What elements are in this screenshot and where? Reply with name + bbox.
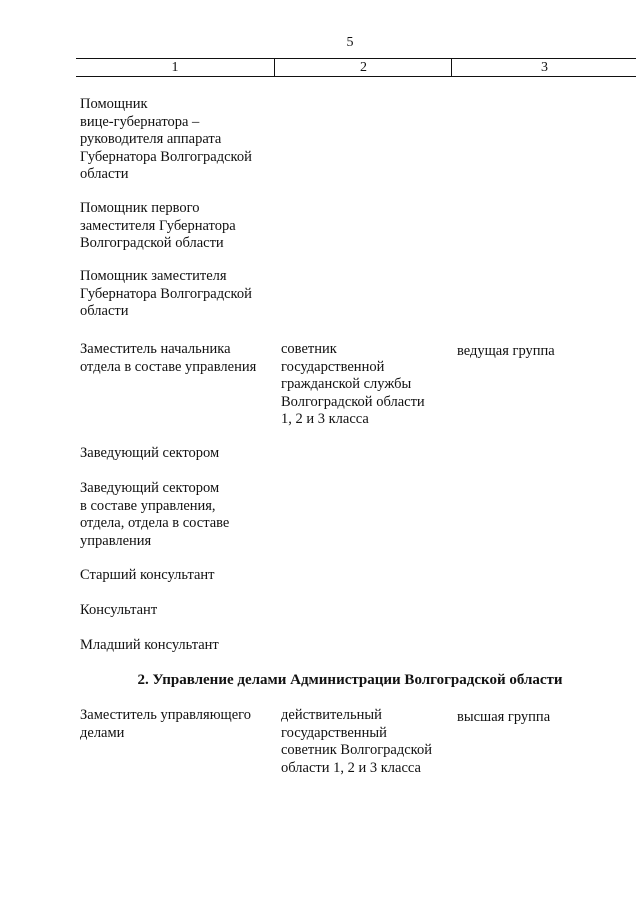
position-head-sector-in-department: Заведующий сектором в составе управления, отдела, отдела в составе управления <box>80 480 230 549</box>
page-number: 5 <box>346 35 354 50</box>
class-rank: советник государственной гражданской службы Волгоградской области 1, 2 и 3 класса <box>281 341 425 427</box>
section-heading: 2. Управление делами Администрации Волгоградской области <box>137 672 563 688</box>
table-header-row <box>76 58 636 77</box>
position-group: высшая группа <box>457 709 551 725</box>
position-assistant-vice-governor: Помощник вице-губернатора – руководителя аппарата Губернатора Волгоградской области <box>80 96 252 182</box>
position-head-sector: Заведующий сектором <box>80 445 220 461</box>
class-rank: действительный государственный советник Волгоградской области 1, 2 и 3 класса <box>281 707 432 776</box>
position-deputy-head-department: Заместитель начальника отдела в составе управления <box>80 341 257 375</box>
header-cell-3: 3 <box>451 59 637 76</box>
position-senior-consultant: Старший консультант <box>80 567 215 583</box>
header-cell-1: 1 <box>171 60 179 75</box>
position-assistant-deputy: Помощник заместителя Губернатора Волгоградской области <box>80 268 252 319</box>
position-consultant: Консультант <box>80 602 158 618</box>
position-group: ведущая группа <box>457 343 555 359</box>
header-cell-2: 2 <box>274 59 452 76</box>
position-junior-consultant: Младший консультант <box>80 637 219 653</box>
position-deputy-manager: Заместитель управляющего делами <box>80 707 251 741</box>
position-assistant-first-deputy: Помощник первого заместителя Губернатора Волгоградской области <box>80 200 236 251</box>
